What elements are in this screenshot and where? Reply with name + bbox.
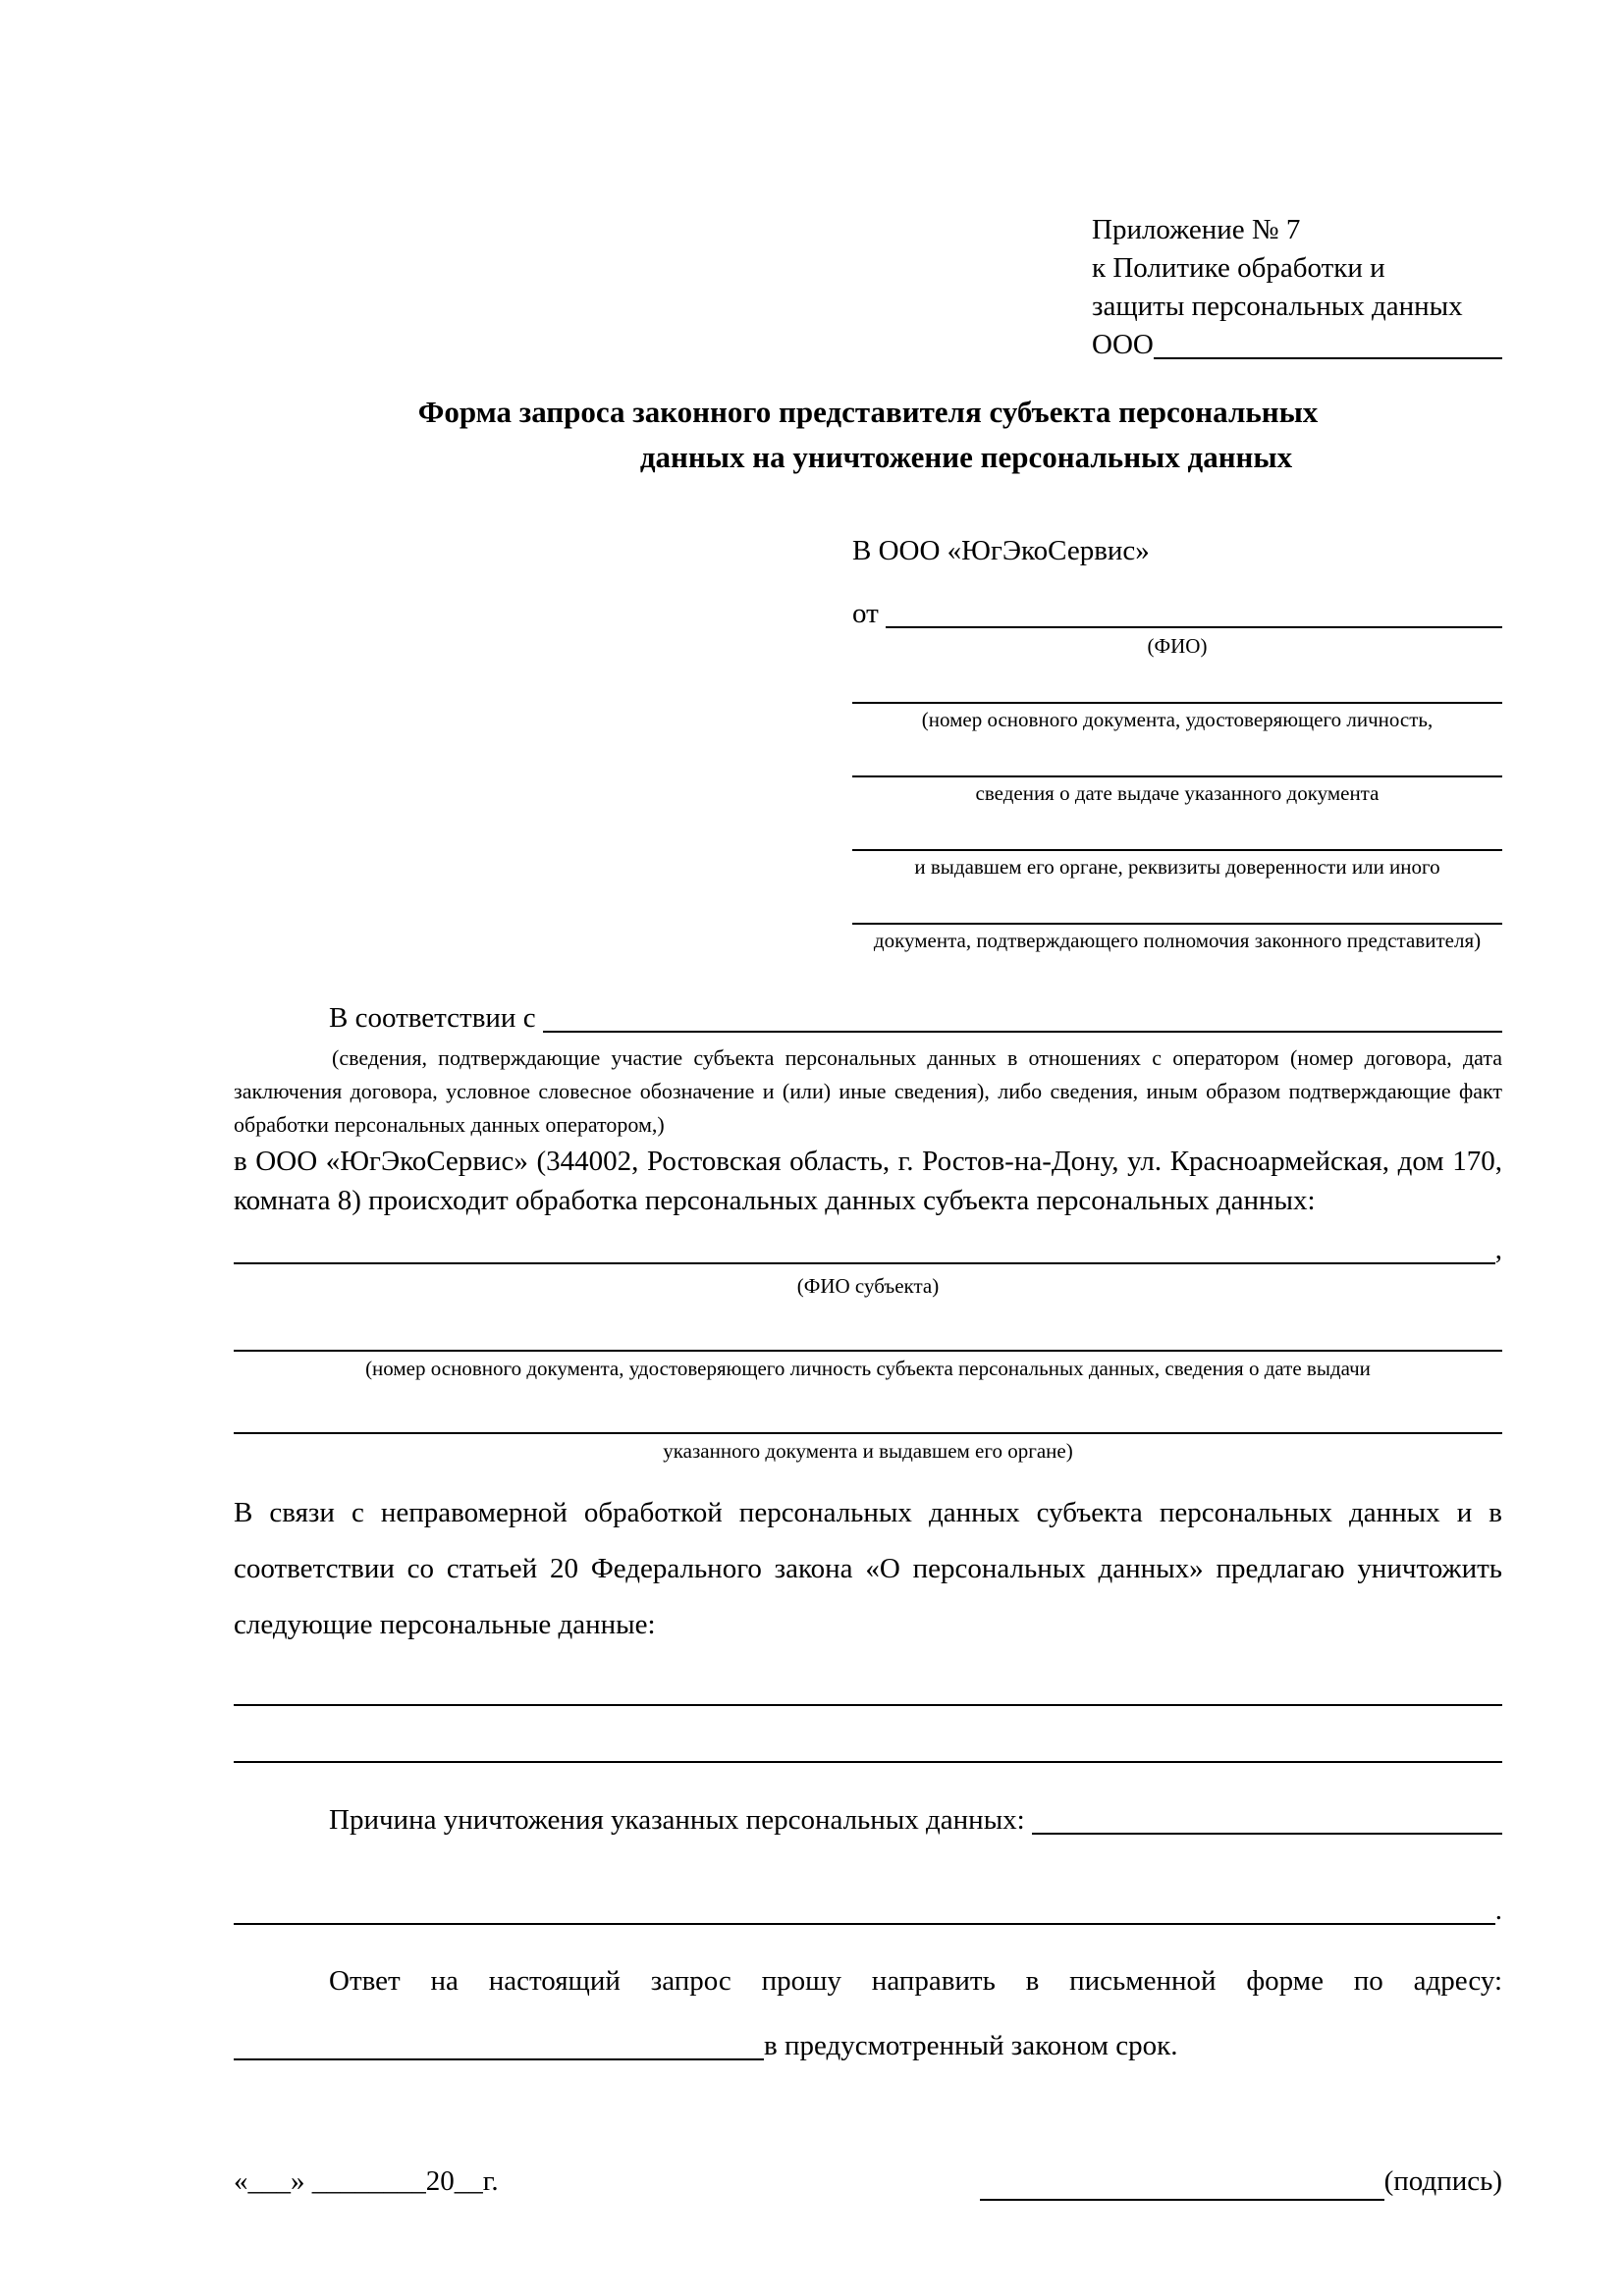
appendix-line-2: к Политике обработки и	[1092, 252, 1385, 284]
subject-name-line	[234, 1230, 1502, 1269]
footer	[234, 2162, 1502, 2201]
subject-issuer-blank	[234, 1391, 1502, 1434]
from-name-blank	[886, 626, 1502, 628]
company-name-blank	[1154, 357, 1502, 359]
issue-date-caption: сведения о дате выдаче указанного документа	[975, 781, 1380, 805]
appendix-line-1: Приложение № 7	[1092, 214, 1301, 245]
appendix-block	[1092, 211, 1502, 364]
id-document-unit	[852, 670, 1502, 732]
authority-document-unit	[852, 891, 1502, 953]
reason-period: .	[1494, 1895, 1502, 1926]
accordance-note: (сведения, подтверждающие участие субъекта персональных данных в отношениях с оператором (номер договора, дата заключения договора, условное словесное обозначение и (или) иные сведения), либо сведения, иным образом подтверждающие факт обработки персональных данных оператором,)	[234, 1045, 1502, 1137]
company-abbrev-label: ООО	[1092, 329, 1154, 360]
subject-id-caption: (номер основного документа, удостоверяющего личность субъекта персональных данных, сведения о дате выдачи	[365, 1357, 1371, 1380]
data-to-destroy-blank-2	[234, 1761, 1502, 1763]
signature-blank	[980, 2165, 1384, 2201]
issue-date-unit	[852, 744, 1502, 806]
form-title-line-2: данных на уничтожение персональных данных	[639, 440, 1293, 474]
date-line: «___» ________20__г.	[234, 2165, 499, 2197]
answer-address-blank	[234, 2058, 764, 2060]
issuing-authority-caption: и выдавшем его органе, реквизиты доверенности или иного	[914, 855, 1440, 879]
subject-name-unit	[234, 1230, 1502, 1299]
subject-name-caption: (ФИО субъекта)	[796, 1274, 940, 1298]
reason-label: Причина уничтожения указанных персональных данных:	[329, 1804, 1025, 1836]
accordance-label: В соответствии с	[329, 1002, 536, 1034]
answer-paragraph: Ответ на настоящий запрос прошу направить в письменной форме по адресу:	[329, 1965, 1502, 1997]
subject-issuer-caption: указанного документа и выдавшем его органе)	[663, 1439, 1073, 1463]
issuing-authority-blank	[852, 818, 1502, 851]
subject-line-comma: ,	[1494, 1234, 1502, 1265]
addressee-organization: В ООО «ЮгЭкоСервис»	[852, 535, 1150, 566]
answer-address-line	[234, 2026, 1502, 2065]
id-document-caption: (номер основного документа, удостоверяющего личность,	[921, 708, 1434, 731]
issuing-authority-unit	[852, 818, 1502, 880]
operator-paragraph: в ООО «ЮгЭкоСервис» (344002, Ростовская область, г. Ростов-на-Дону, ул. Красноармейская, дом 170, комната 8) происходит обработка персональных данных субъекта персональных данных:	[234, 1146, 1502, 1216]
accordance-line	[234, 998, 1502, 1038]
reason-continuation-blank	[234, 1923, 1495, 1925]
from-caption-fio: (ФИО)	[1147, 634, 1208, 658]
form-title-line-1: Форма запроса законного представителя субъекта персональных	[417, 395, 1319, 429]
addressee-block	[852, 531, 1502, 953]
reason-blank	[1032, 1833, 1502, 1835]
subject-name-blank	[234, 1262, 1495, 1264]
data-to-destroy-blank-1	[234, 1704, 1502, 1706]
appendix-line-3: защиты персональных данных	[1092, 291, 1463, 322]
from-line	[852, 594, 1502, 633]
reason-continuation-line	[234, 1891, 1502, 1930]
signature-caption: (подпись)	[1383, 2165, 1502, 2197]
subject-id-unit	[234, 1308, 1502, 1381]
signature-block	[980, 2162, 1502, 2201]
issue-date-blank	[852, 744, 1502, 777]
authority-document-caption: документа, подтверждающего полномочия законного представителя)	[873, 929, 1482, 952]
subject-id-blank	[234, 1308, 1502, 1352]
accordance-blank	[543, 1031, 1502, 1033]
answer-suffix: в предусмотренный законом срок.	[764, 2030, 1178, 2061]
id-document-blank	[852, 670, 1502, 704]
form-title	[234, 390, 1502, 480]
authority-document-blank	[852, 891, 1502, 925]
from-label: от	[852, 598, 879, 629]
appendix-company-line	[1092, 326, 1502, 364]
reason-line	[329, 1800, 1502, 1840]
subject-issuer-unit	[234, 1391, 1502, 1464]
request-paragraph: В связи с неправомерной обработкой персональных данных субъекта персональных данных и в соответствии со статьей 20 Федерального закона «О персональных данных» предлагаю уничтожить следующие персональные данные:	[234, 1497, 1502, 1640]
